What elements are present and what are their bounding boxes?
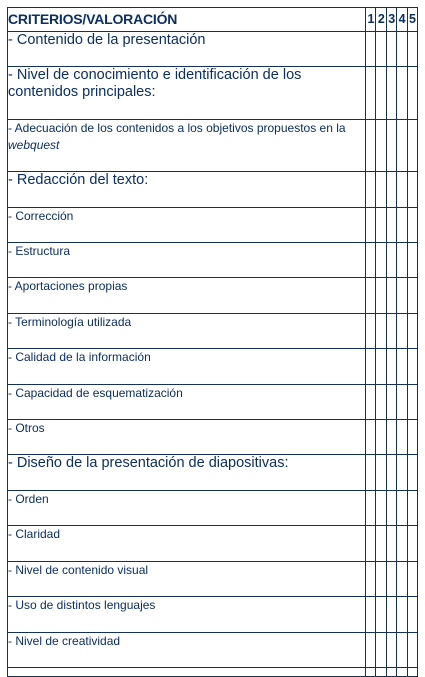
criterion-row bbox=[8, 561, 418, 596]
score-cell-4[interactable] bbox=[397, 32, 407, 67]
criterion-row bbox=[8, 243, 418, 278]
score-cell-2[interactable] bbox=[376, 67, 386, 119]
criterion-row bbox=[8, 384, 418, 419]
score-cell-3[interactable] bbox=[386, 243, 396, 278]
criterion-row bbox=[8, 420, 418, 455]
score-cell-2[interactable] bbox=[376, 243, 386, 278]
score-header-1: 1 bbox=[366, 8, 376, 32]
criterion-label bbox=[8, 561, 366, 596]
score-cell-4[interactable] bbox=[397, 526, 407, 561]
partial-score-cell bbox=[397, 667, 407, 676]
score-cell-1[interactable] bbox=[366, 207, 376, 242]
score-cell-4[interactable] bbox=[397, 67, 407, 119]
score-cell-5[interactable] bbox=[407, 313, 417, 348]
score-cell-1[interactable] bbox=[366, 313, 376, 348]
score-cell-5[interactable] bbox=[407, 278, 417, 313]
criterion-label bbox=[8, 597, 366, 632]
score-cell-3[interactable] bbox=[386, 349, 396, 384]
score-cell-2[interactable] bbox=[376, 455, 386, 490]
score-cell-4[interactable] bbox=[397, 384, 407, 419]
score-cell-3[interactable] bbox=[386, 207, 396, 242]
section-row bbox=[8, 455, 418, 490]
score-cell-1[interactable] bbox=[366, 455, 376, 490]
section-label bbox=[8, 32, 366, 67]
criterion-label bbox=[8, 490, 366, 525]
criterion-text: - Otros bbox=[8, 421, 45, 436]
criterion-text: - Orden bbox=[8, 491, 49, 506]
score-cell-2[interactable] bbox=[376, 526, 386, 561]
criterion-row bbox=[8, 490, 418, 525]
score-cell-3[interactable] bbox=[386, 278, 396, 313]
section-label bbox=[8, 172, 366, 207]
criterion-label bbox=[8, 119, 366, 171]
partial-score-cell bbox=[407, 667, 417, 676]
rubric-table bbox=[7, 7, 418, 677]
criterion-label bbox=[8, 526, 366, 561]
score-cell-1[interactable] bbox=[366, 526, 376, 561]
score-cell-2[interactable] bbox=[376, 278, 386, 313]
score-cell-4[interactable] bbox=[397, 632, 407, 667]
section-row bbox=[8, 67, 418, 119]
score-cell-5[interactable] bbox=[407, 561, 417, 596]
criterion-text: - Redacción del texto: bbox=[8, 172, 149, 189]
criterion-text: - Nivel de creatividad bbox=[8, 633, 121, 648]
score-cell-3[interactable] bbox=[386, 172, 396, 207]
score-cell-5[interactable] bbox=[407, 420, 417, 455]
criterion-label bbox=[8, 384, 366, 419]
score-cell-1[interactable] bbox=[366, 597, 376, 632]
score-cell-3[interactable] bbox=[386, 490, 396, 525]
score-cell-4[interactable] bbox=[397, 119, 407, 171]
score-cell-4[interactable] bbox=[397, 172, 407, 207]
score-cell-1[interactable] bbox=[366, 420, 376, 455]
score-cell-5[interactable] bbox=[407, 597, 417, 632]
score-cell-2[interactable] bbox=[376, 172, 386, 207]
score-cell-3[interactable] bbox=[386, 32, 396, 67]
partial-score-cell bbox=[386, 667, 396, 676]
score-cell-2[interactable] bbox=[376, 313, 386, 348]
score-cell-5[interactable] bbox=[407, 349, 417, 384]
criterion-label bbox=[8, 278, 366, 313]
partial-score-cell bbox=[366, 667, 376, 676]
score-cell-1[interactable] bbox=[366, 561, 376, 596]
score-cell-1[interactable] bbox=[366, 67, 376, 119]
score-cell-2[interactable] bbox=[376, 597, 386, 632]
score-header-3: 3 bbox=[386, 8, 396, 32]
section-label bbox=[8, 67, 366, 119]
criterion-text: - Uso de distintos lenguajes bbox=[8, 598, 156, 613]
score-cell-2[interactable] bbox=[376, 384, 386, 419]
score-cell-2[interactable] bbox=[376, 207, 386, 242]
score-header-4: 4 bbox=[397, 8, 407, 32]
score-cell-5[interactable] bbox=[407, 632, 417, 667]
score-cell-1[interactable] bbox=[366, 490, 376, 525]
score-cell-3[interactable] bbox=[386, 455, 396, 490]
score-cell-3[interactable] bbox=[386, 384, 396, 419]
criterion-row bbox=[8, 526, 418, 561]
score-cell-2[interactable] bbox=[376, 561, 386, 596]
score-cell-2[interactable] bbox=[376, 32, 386, 67]
partial-score-cell bbox=[376, 667, 386, 676]
header-row bbox=[8, 8, 418, 32]
criterion-text: - Adecuación de los contenidos a los objetivos propuestos en la bbox=[8, 120, 346, 135]
criterion-row bbox=[8, 278, 418, 313]
score-cell-4[interactable] bbox=[397, 243, 407, 278]
score-cell-5[interactable] bbox=[407, 384, 417, 419]
criterion-text: - Diseño de la presentación de diapositivas: bbox=[8, 455, 289, 472]
criterion-text: - Nivel de conocimiento e identificación de los contenidos principales: bbox=[8, 67, 302, 101]
score-cell-4[interactable] bbox=[397, 278, 407, 313]
partial-row bbox=[8, 667, 418, 676]
criterion-text: - Calidad de la información bbox=[8, 350, 151, 365]
score-cell-5[interactable] bbox=[407, 243, 417, 278]
score-cell-5[interactable] bbox=[407, 119, 417, 171]
criterion-text: - Corrección bbox=[8, 208, 74, 223]
score-cell-4[interactable] bbox=[397, 490, 407, 525]
criterion-text: - Terminología utilizada bbox=[8, 314, 132, 329]
score-header-5: 5 bbox=[407, 8, 417, 32]
criterion-label bbox=[8, 632, 366, 667]
score-cell-1[interactable] bbox=[366, 172, 376, 207]
score-cell-1[interactable] bbox=[366, 278, 376, 313]
score-cell-4[interactable] bbox=[397, 207, 407, 242]
score-cell-1[interactable] bbox=[366, 119, 376, 171]
score-cell-2[interactable] bbox=[376, 490, 386, 525]
score-cell-5[interactable] bbox=[407, 67, 417, 119]
criterion-text: - Claridad bbox=[8, 527, 61, 542]
score-cell-1[interactable] bbox=[366, 632, 376, 667]
score-cell-4[interactable] bbox=[397, 349, 407, 384]
score-cell-4[interactable] bbox=[397, 597, 407, 632]
criterion-text: - Capacidad de esquematización bbox=[8, 385, 183, 400]
criterion-text: - Contenido de la presentación bbox=[8, 32, 206, 48]
score-cell-3[interactable] bbox=[386, 119, 396, 171]
score-cell-2[interactable] bbox=[376, 632, 386, 667]
score-cell-3[interactable] bbox=[386, 561, 396, 596]
criterion-row bbox=[8, 597, 418, 632]
score-cell-5[interactable] bbox=[407, 490, 417, 525]
criterion-row bbox=[8, 207, 418, 242]
score-cell-2[interactable] bbox=[376, 349, 386, 384]
score-cell-4[interactable] bbox=[397, 420, 407, 455]
criterion-label bbox=[8, 207, 366, 242]
criterion-label bbox=[8, 243, 366, 278]
score-cell-2[interactable] bbox=[376, 119, 386, 171]
criterion-text: - Estructura bbox=[8, 244, 71, 259]
score-cell-5[interactable] bbox=[407, 32, 417, 67]
score-cell-3[interactable] bbox=[386, 67, 396, 119]
score-cell-4[interactable] bbox=[397, 561, 407, 596]
score-cell-2[interactable] bbox=[376, 420, 386, 455]
section-row bbox=[8, 32, 418, 67]
partial-criterion-cell bbox=[8, 667, 366, 676]
section-row bbox=[8, 172, 418, 207]
score-cell-3[interactable] bbox=[386, 632, 396, 667]
score-header-2: 2 bbox=[376, 8, 386, 32]
score-cell-3[interactable] bbox=[386, 526, 396, 561]
criterion-row bbox=[8, 632, 418, 667]
score-cell-5[interactable] bbox=[407, 526, 417, 561]
criterion-label bbox=[8, 313, 366, 348]
criterion-row bbox=[8, 349, 418, 384]
score-cell-3[interactable] bbox=[386, 420, 396, 455]
criterion-row bbox=[8, 313, 418, 348]
criterion-label bbox=[8, 349, 366, 384]
criterion-text: - Aportaciones propias bbox=[8, 279, 128, 294]
score-cell-3[interactable] bbox=[386, 597, 396, 632]
criterion-row bbox=[8, 119, 418, 171]
score-cell-4[interactable] bbox=[397, 455, 407, 490]
section-label bbox=[8, 455, 366, 490]
criterion-label bbox=[8, 420, 366, 455]
score-cell-5[interactable] bbox=[407, 207, 417, 242]
score-cell-5[interactable] bbox=[407, 455, 417, 490]
criterion-emphasis: webquest bbox=[8, 137, 60, 152]
score-cell-1[interactable] bbox=[366, 32, 376, 67]
score-cell-4[interactable] bbox=[397, 313, 407, 348]
criterion-text: - Nivel de contenido visual bbox=[8, 562, 149, 577]
score-cell-3[interactable] bbox=[386, 313, 396, 348]
score-cell-5[interactable] bbox=[407, 172, 417, 207]
score-cell-1[interactable] bbox=[366, 349, 376, 384]
criteria-header: CRITERIOS/VALORACIÓN bbox=[8, 8, 366, 32]
score-cell-1[interactable] bbox=[366, 243, 376, 278]
score-cell-1[interactable] bbox=[366, 384, 376, 419]
